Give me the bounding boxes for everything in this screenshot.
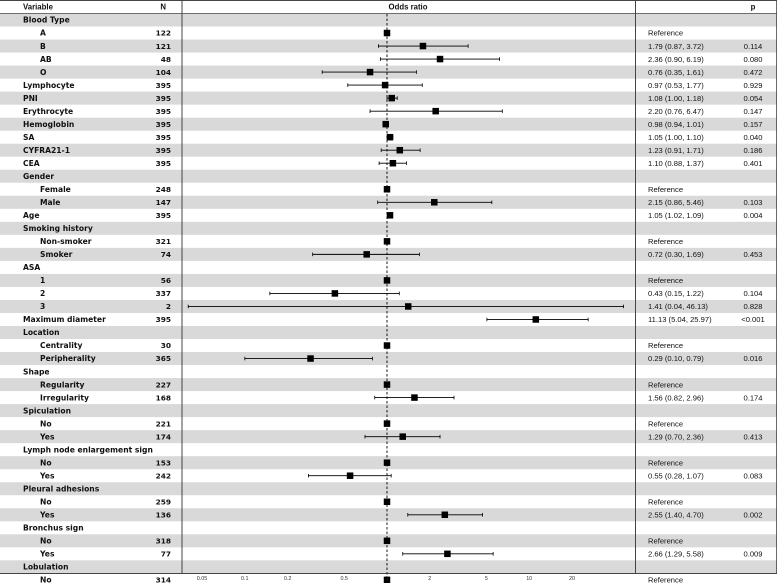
n-value: 318 bbox=[155, 536, 171, 546]
or-ci-text: 1.29 (0.70, 2.36) bbox=[648, 432, 704, 442]
n-value: 314 bbox=[155, 575, 171, 583]
n-value: 77 bbox=[160, 549, 171, 559]
row-stripe bbox=[0, 170, 777, 183]
variable-label: Pleural adhesions bbox=[23, 484, 100, 494]
n-value: 395 bbox=[155, 106, 171, 116]
n-value: 395 bbox=[155, 211, 171, 221]
or-marker bbox=[397, 147, 404, 154]
x-tick-label: 0.5 bbox=[340, 576, 348, 582]
x-tick-label: 1 bbox=[385, 576, 389, 582]
variable-label: 1 bbox=[40, 276, 46, 286]
n-value: 248 bbox=[155, 184, 171, 194]
header-variable: Variable bbox=[23, 2, 53, 12]
n-value: 321 bbox=[155, 237, 171, 247]
or-ci-text: 0.29 (0.10, 0.79) bbox=[648, 354, 704, 364]
p-value: 0.054 bbox=[743, 93, 763, 103]
variable-label: Yes bbox=[40, 471, 55, 481]
p-value: 0.472 bbox=[743, 67, 763, 77]
p-value: 0.080 bbox=[743, 54, 763, 64]
row-stripe bbox=[0, 482, 777, 495]
row-stripe bbox=[0, 404, 777, 417]
or-marker bbox=[533, 316, 540, 323]
variable-label: Lymph node enlargement sign bbox=[23, 445, 153, 455]
or-ci-text: 2.36 (0.90, 6.19) bbox=[648, 54, 704, 64]
or-marker bbox=[411, 394, 418, 401]
table-header bbox=[23, 3, 756, 12]
or-marker bbox=[387, 212, 394, 219]
n-value: 227 bbox=[155, 380, 171, 390]
or-marker bbox=[389, 95, 396, 102]
or-marker bbox=[384, 499, 391, 506]
or-marker bbox=[399, 433, 406, 440]
variable-label: Regularity bbox=[40, 380, 85, 390]
variable-label: Non-smoker bbox=[40, 237, 92, 247]
or-marker bbox=[384, 381, 391, 388]
x-tick-label: 20 bbox=[569, 576, 576, 582]
or-ci-text: Reference bbox=[648, 184, 684, 194]
variable-label: No bbox=[40, 536, 52, 546]
or-ci-text: 1.10 (0.88, 1.37) bbox=[648, 158, 704, 168]
or-marker bbox=[363, 251, 370, 258]
or-ci-text: Reference bbox=[648, 497, 684, 507]
variable-label: No bbox=[40, 419, 52, 429]
or-marker bbox=[442, 512, 449, 519]
variable-label: Yes bbox=[40, 549, 55, 559]
variable-label: CYFRA21-1 bbox=[23, 145, 70, 155]
p-value: <0.001 bbox=[741, 315, 765, 325]
variable-label: Yes bbox=[40, 510, 55, 520]
variable-label: Hemoglobin bbox=[23, 119, 75, 129]
or-marker bbox=[432, 108, 439, 115]
n-value: 121 bbox=[155, 41, 171, 51]
or-ci-text: Reference bbox=[648, 28, 684, 38]
variable-label: Bronchus sign bbox=[23, 523, 84, 533]
p-value: 0.040 bbox=[743, 132, 763, 142]
row-stripe bbox=[0, 326, 777, 339]
n-value: 2 bbox=[165, 302, 171, 312]
variable-label: Lobulation bbox=[23, 562, 69, 572]
n-value: 395 bbox=[155, 158, 171, 168]
n-value: 153 bbox=[155, 458, 171, 468]
variable-label: CEA bbox=[23, 158, 40, 168]
n-value: 242 bbox=[155, 471, 171, 481]
or-marker bbox=[367, 69, 374, 76]
p-value: 0.413 bbox=[743, 432, 763, 442]
or-ci-text: 1.23 (0.91, 1.71) bbox=[648, 145, 704, 155]
or-marker bbox=[384, 277, 391, 284]
n-value: 48 bbox=[160, 54, 171, 64]
p-value: 0.104 bbox=[743, 289, 763, 299]
variable-label: Irregularity bbox=[40, 393, 89, 403]
variable-label: Peripherality bbox=[40, 354, 96, 364]
or-ci-text: Reference bbox=[648, 237, 684, 247]
variable-label: Age bbox=[23, 211, 40, 221]
or-ci-text: Reference bbox=[648, 575, 684, 583]
n-value: 104 bbox=[155, 67, 171, 77]
or-marker bbox=[384, 238, 391, 245]
p-value: 0.004 bbox=[743, 211, 763, 221]
variable-label: Erythrocyte bbox=[23, 106, 74, 116]
p-value: 0.083 bbox=[743, 471, 763, 481]
variable-label: No bbox=[40, 497, 52, 507]
header-odds-ratio: Odds ratio bbox=[388, 2, 428, 12]
or-marker bbox=[420, 43, 427, 50]
p-value: 0.929 bbox=[743, 80, 763, 90]
or-marker bbox=[384, 420, 391, 427]
variable-label: 3 bbox=[40, 302, 46, 312]
n-value: 365 bbox=[155, 354, 171, 364]
p-value: 0.103 bbox=[743, 197, 763, 207]
header-p: p bbox=[750, 2, 756, 12]
row-stripe bbox=[0, 560, 777, 573]
or-ci-text: 1.79 (0.87, 3.72) bbox=[648, 41, 704, 51]
n-value: 395 bbox=[155, 132, 171, 142]
p-value: 0.002 bbox=[743, 510, 763, 520]
header-n: N bbox=[160, 2, 166, 12]
variable-label: O bbox=[40, 67, 47, 77]
variable-label: SA bbox=[23, 132, 35, 142]
n-value: 395 bbox=[155, 93, 171, 103]
variable-label: ASA bbox=[23, 263, 41, 273]
variable-label: A bbox=[40, 28, 46, 38]
or-marker bbox=[383, 121, 390, 128]
n-value: 395 bbox=[155, 145, 171, 155]
or-ci-text: 2.55 (1.40, 4.70) bbox=[648, 510, 704, 520]
variable-label: Blood Type bbox=[23, 15, 70, 25]
p-value: 0.147 bbox=[743, 106, 763, 116]
x-tick-label: 0.05 bbox=[196, 576, 208, 582]
or-marker bbox=[384, 342, 391, 349]
variable-label: Yes bbox=[40, 432, 55, 442]
or-marker bbox=[384, 459, 391, 466]
or-marker bbox=[382, 82, 389, 89]
or-marker bbox=[384, 30, 391, 36]
p-value: 0.453 bbox=[743, 250, 763, 260]
p-value: 0.828 bbox=[743, 302, 763, 312]
variable-label: Spiculation bbox=[23, 406, 71, 416]
or-marker bbox=[384, 186, 391, 193]
or-marker bbox=[431, 199, 438, 206]
n-value: 174 bbox=[155, 432, 171, 442]
n-value: 56 bbox=[160, 276, 171, 286]
variable-label: B bbox=[40, 41, 46, 51]
or-marker bbox=[332, 290, 339, 297]
or-marker bbox=[347, 472, 354, 479]
n-value: 395 bbox=[155, 315, 171, 325]
n-value: 74 bbox=[160, 250, 171, 260]
or-marker bbox=[390, 160, 397, 167]
x-tick-label: 0.1 bbox=[241, 576, 249, 582]
or-ci-text: 0.98 (0.94, 1.01) bbox=[648, 119, 704, 129]
variable-label: 2 bbox=[40, 289, 46, 299]
variable-label: Female bbox=[40, 184, 71, 194]
or-marker bbox=[437, 56, 444, 63]
variable-label: No bbox=[40, 458, 52, 468]
or-ci-text: 1.05 (1.02, 1.09) bbox=[648, 211, 704, 221]
or-marker bbox=[387, 134, 394, 141]
p-value: 0.114 bbox=[743, 41, 763, 51]
n-value: 395 bbox=[155, 119, 171, 129]
p-value: 0.174 bbox=[743, 393, 763, 403]
x-tick-label: 2 bbox=[428, 576, 432, 582]
or-marker bbox=[384, 538, 391, 545]
n-value: 136 bbox=[155, 510, 171, 520]
or-ci-text: 11.13 (5.04, 25.97) bbox=[648, 315, 712, 325]
or-ci-text: 1.05 (1.00, 1.10) bbox=[648, 132, 704, 142]
variable-label: Smoker bbox=[40, 250, 73, 260]
or-ci-text: 1.41 (0.04, 46.13) bbox=[648, 302, 708, 312]
p-value: 0.009 bbox=[743, 549, 763, 559]
p-value: 0.016 bbox=[743, 354, 763, 364]
row-stripe bbox=[0, 14, 777, 27]
variable-label: Centrality bbox=[40, 341, 83, 351]
variable-label: Smoking history bbox=[23, 224, 93, 234]
variable-label: Male bbox=[40, 197, 61, 207]
x-axis-ticks bbox=[197, 576, 575, 582]
or-marker bbox=[444, 551, 451, 558]
n-value: 337 bbox=[155, 289, 171, 299]
or-marker bbox=[405, 303, 412, 310]
or-ci-text: Reference bbox=[648, 380, 684, 390]
p-value: 0.401 bbox=[743, 158, 763, 168]
or-ci-text: Reference bbox=[648, 536, 684, 546]
or-ci-text: 2.20 (0.76, 6.47) bbox=[648, 106, 704, 116]
variable-label: Location bbox=[23, 328, 60, 338]
n-value: 221 bbox=[155, 419, 171, 429]
or-ci-text: 0.72 (0.30, 1.69) bbox=[648, 250, 704, 260]
x-tick-label: 0.2 bbox=[283, 576, 292, 582]
or-ci-column bbox=[648, 29, 712, 583]
n-value: 30 bbox=[160, 341, 171, 351]
variable-label: Gender bbox=[23, 171, 55, 181]
variable-label: AB bbox=[40, 54, 52, 64]
variable-label: Lymphocyte bbox=[23, 80, 75, 90]
variable-label: Shape bbox=[23, 367, 50, 377]
n-value: 147 bbox=[155, 197, 171, 207]
or-ci-text: 1.08 (1.00, 1.18) bbox=[648, 93, 704, 103]
x-tick-label: 10 bbox=[526, 576, 533, 582]
n-value: 259 bbox=[155, 497, 171, 507]
p-value: 0.186 bbox=[743, 145, 763, 155]
or-ci-text: Reference bbox=[648, 458, 684, 468]
n-value: 122 bbox=[155, 28, 171, 38]
variable-label: Maximum diameter bbox=[23, 315, 106, 325]
or-ci-text: Reference bbox=[648, 341, 684, 351]
variable-label: PNI bbox=[23, 93, 38, 103]
or-ci-text: 2.15 (0.86, 5.46) bbox=[648, 197, 704, 207]
or-ci-text: 0.43 (0.15, 1.22) bbox=[648, 289, 704, 299]
or-ci-text: Reference bbox=[648, 419, 684, 429]
p-value: 0.157 bbox=[743, 119, 763, 129]
row-stripe bbox=[0, 222, 777, 235]
or-ci-text: 0.76 (0.35, 1.61) bbox=[648, 67, 704, 77]
or-marker bbox=[307, 355, 314, 362]
or-ci-text: Reference bbox=[648, 276, 684, 286]
or-ci-text: 0.97 (0.53, 1.77) bbox=[648, 80, 704, 90]
n-value: 168 bbox=[155, 393, 171, 403]
or-ci-text: 2.66 (1.29, 5.58) bbox=[648, 549, 704, 559]
n-value: 395 bbox=[155, 80, 171, 90]
or-ci-text: 0.55 (0.28, 1.07) bbox=[648, 471, 704, 481]
variable-label: No bbox=[40, 575, 52, 583]
x-tick-label: 5 bbox=[484, 576, 488, 582]
or-ci-text: 1.56 (0.82, 2.96) bbox=[648, 393, 704, 403]
